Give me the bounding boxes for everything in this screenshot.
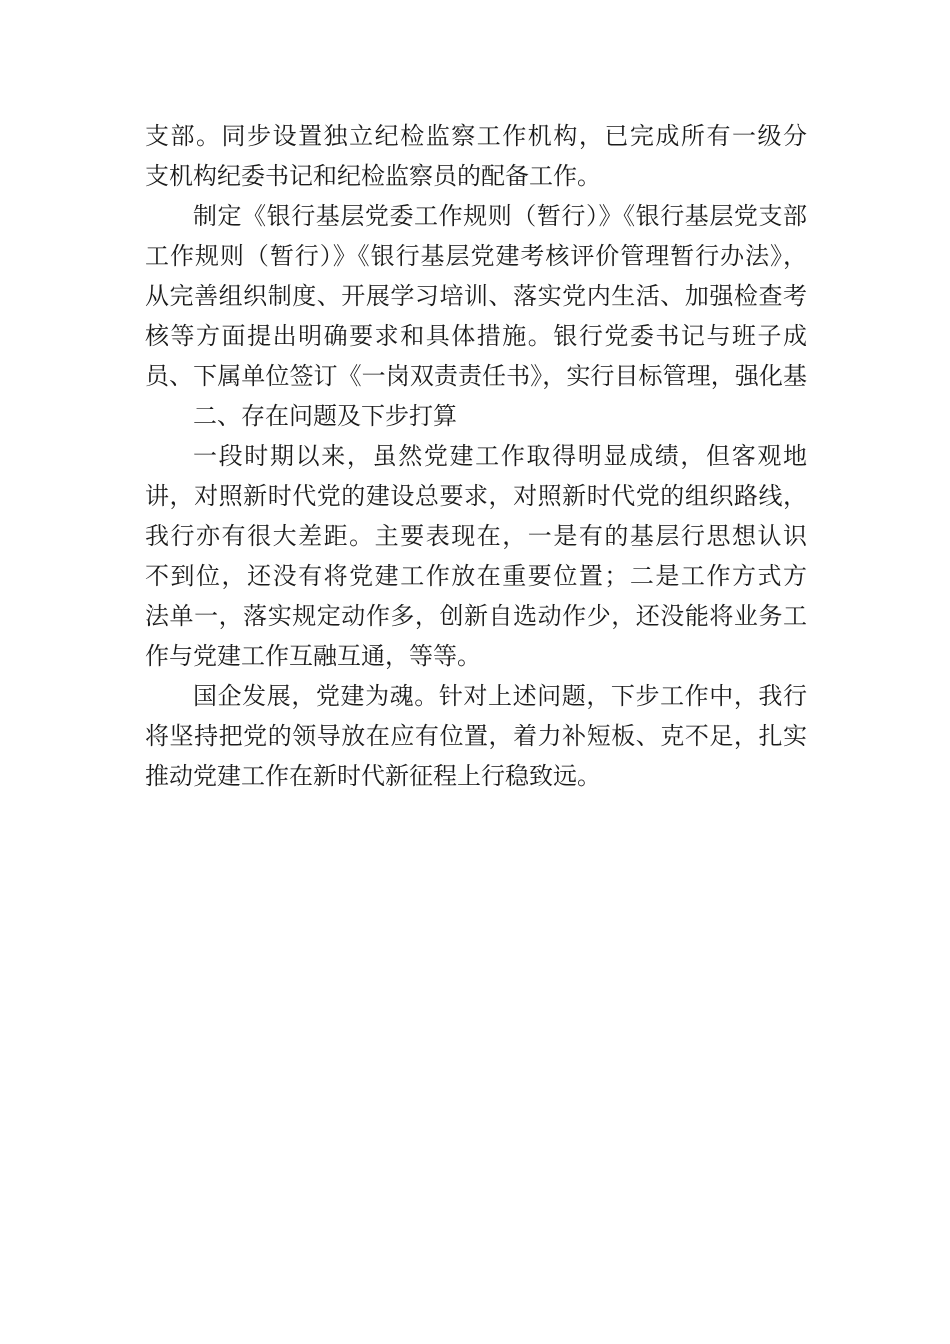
section-heading: 二、存在问题及下步打算 [193,402,457,430]
document-body [145,116,807,796]
text-line: 我行亦有很大差距。主要表现在，一是有的基层行思想认识 [145,522,807,550]
text-line: 员、下属单位签订《一岗双责责任书》，实行目标管理，强化基 [145,362,807,390]
text-line: 作与党建工作互融互通，等等。 [145,642,481,670]
text-line: 将坚持把党的领导放在应有位置，着力补短板、克不足，扎实 [145,722,807,750]
text-line: 法单一，落实规定动作多，创新自选动作少，还没能将业务工 [145,602,807,630]
text-line: 讲，对照新时代党的建设总要求，对照新时代党的组织路线， [145,482,807,510]
text-line: 制定《银行基层党委工作规则（暂行）》《银行基层党支部 [193,202,807,230]
text-line: 不到位，还没有将党建工作放在重要位置；二是工作方式方 [145,562,807,590]
text-line: 一段时期以来，虽然党建工作取得明显成绩，但客观地 [193,442,807,470]
text-line: 支部。同步设置独立纪检监察工作机构，已完成所有一级分 [145,122,807,150]
text-line: 核等方面提出明确要求和具体措施。银行党委书记与班子成 [145,322,807,350]
text-line: 从完善组织制度、开展学习培训、落实党内生活、加强检查考 [145,282,807,310]
text-line: 工作规则（暂行）》《银行基层党建考核评价管理暂行办法》， [145,242,807,270]
text-line: 支机构纪委书记和纪检监察员的配备工作。 [145,162,601,190]
text-line: 推动党建工作在新时代新征程上行稳致远。 [145,762,601,790]
text-line: 国企发展，党建为魂。针对上述问题，下步工作中，我行 [193,682,807,710]
